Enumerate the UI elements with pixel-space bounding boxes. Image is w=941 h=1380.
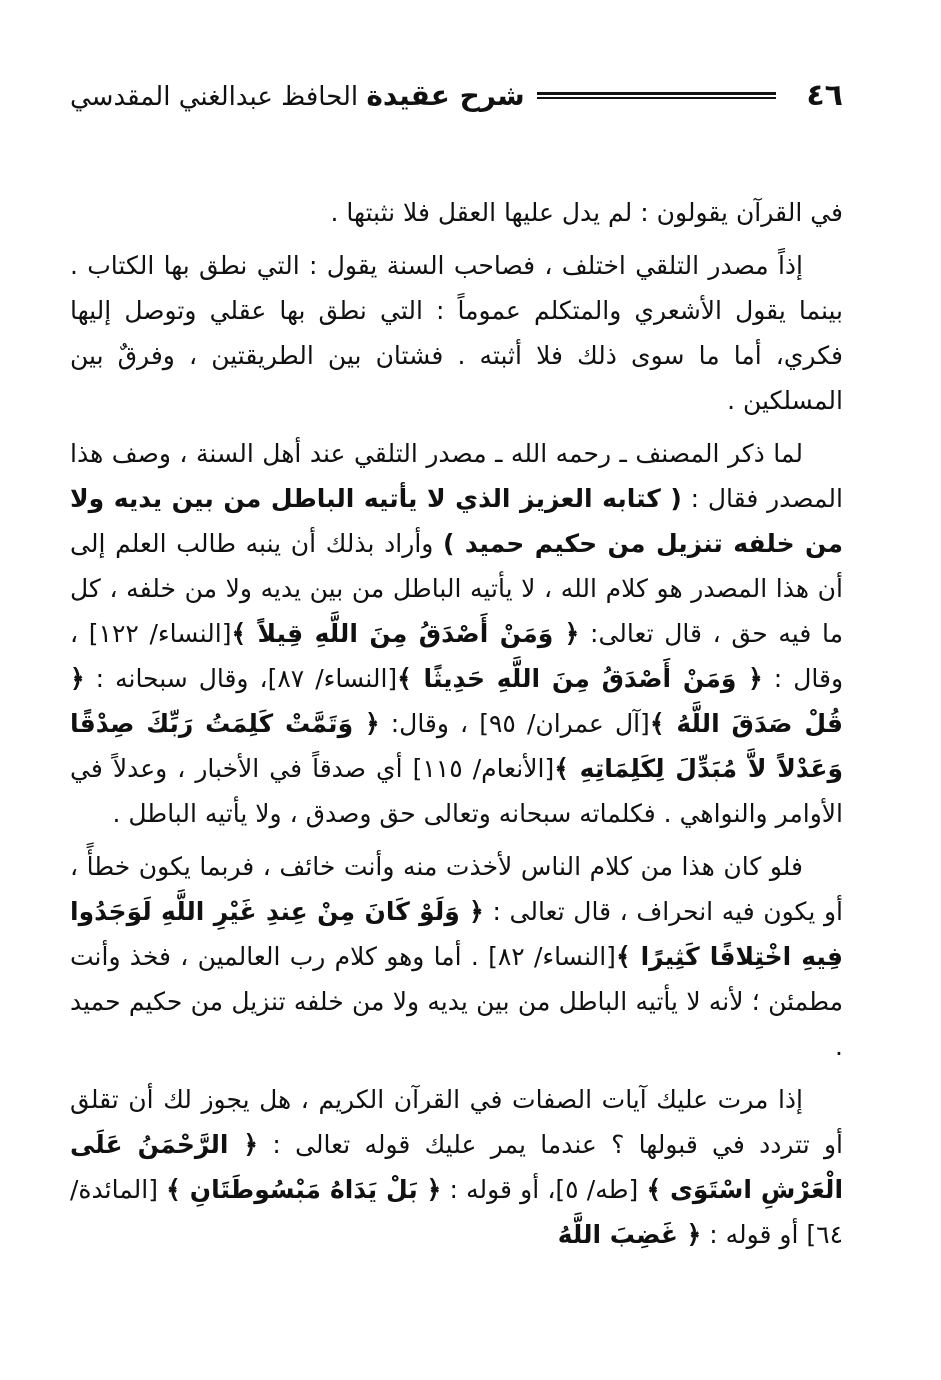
quran-verse: ﴿ غَضِبَ اللَّهُ <box>557 1220 702 1249</box>
text-segment: [طه/ ٥]، أو قوله : <box>441 1175 647 1204</box>
body-text <box>70 190 843 1257</box>
paragraph <box>70 844 843 1069</box>
quran-verse: ﴿ وَلَوْ كَانَ مِنْ عِندِ غَيْرِ اللَّهِ لَوَجَدُوا فِيهِ اخْتِلافًا كَثِيرًا ﴾ <box>70 897 843 971</box>
running-title-bold: شرح عقيدة <box>366 78 525 112</box>
page-header <box>70 70 843 120</box>
quran-verse: ﴿ وَمَنْ أَصْدَقُ مِنَ اللَّهِ حَدِيثًا ﴾ <box>397 664 763 693</box>
quran-verse: ﴿ وَتَمَّتْ كَلِمَتُ رَبِّكَ صِدْقًا وَعَدْلاً لاَّ مُبَدِّلَ لِكَلِمَاتِهِ ﴾ <box>70 709 843 783</box>
quran-verse: ﴿ وَمَنْ أَصْدَقُ مِنَ اللَّهِ قِيلاً ﴾ <box>231 619 580 648</box>
paragraph <box>70 431 843 836</box>
quran-verse: ﴿ بَلْ يَدَاهُ مَبْسُوطَتَانِ ﴾ <box>166 1175 442 1204</box>
text-segment: [النساء/ ٨٢] . أما وهو كلام رب العالمين ، فخذ وأنت مطمئن ؛ لأنه لا يأتيه الباطل من بين يديه ولا من خلفه تنزيل من حكيم حميد . <box>70 942 843 1061</box>
paragraph <box>70 1077 843 1257</box>
paragraph <box>70 243 843 423</box>
text-segment: [النساء/ ٨٧]، وقال سبحانه : <box>84 664 398 693</box>
text-segment: [النساء/ ١٢٢] ، وقال : <box>70 619 844 693</box>
quoted-text: ( كتابه العزيز الذي لا يأتيه الباطل من بين يديه ولا من خلفه تنزيل من حكيم حميد ) <box>70 484 843 558</box>
quran-verse: ﴿ قُلْ صَدَقَ اللَّهُ ﴾ <box>70 664 843 738</box>
running-title-rest: الحافظ عبدالغني المقدسي <box>70 81 359 112</box>
text-segment: [المائدة/ ٦٤] أو قوله : <box>70 1175 843 1249</box>
text-segment: في القرآن يقولون : لم يدل عليها العقل فلا نثبتها . <box>330 198 843 227</box>
header-double-rule <box>537 92 777 99</box>
quran-verse: ﴿ الرَّحْمَنُ عَلَى الْعَرْشِ اسْتَوَى ﴾ <box>70 1130 844 1204</box>
text-segment: إذا مرت عليك آيات الصفات في القرآن الكريم ، هل يجوز لك أن تقلق أو تتردد في قبولها ؟ عندما يمر عليك قوله تعالى : <box>70 1085 843 1159</box>
page-number: ٤٦ <box>806 77 843 113</box>
running-title <box>70 79 525 112</box>
text-segment: [الأنعام/ ١١٥] أي صدقاً في الأخبار ، وعدلاً في الأوامر والنواهي . فكلماته سبحانه وتعالى حق وصدق ، ولا يأتيه الباطل . <box>70 754 843 828</box>
text-segment: [آل عمران/ ٩٥] ، وقال: <box>379 709 650 738</box>
paragraph <box>70 190 843 235</box>
text-segment: إذاً مصدر التلقي اختلف ، فصاحب السنة يقول : التي نطق بها الكتاب . بينما يقول الأشعري والمتكلم عموماً : التي نطق بها عقلي وتوصل إليها فكري، أما ما سوى ذلك فلا أثبته . فشتان بين الطريقتين ، وفرقٌ بين المسلكين . <box>70 251 843 415</box>
text-segment: وأراد بذلك أن ينبه طالب العلم إلى أن هذا المصدر هو كلام الله ، لا يأتيه الباطل من بين يديه ولا من خلفه ، كل ما فيه حق ، قال تعالى: <box>70 529 843 648</box>
text-segment: فلو كان هذا من كلام الناس لأخذت منه وأنت خائف ، فربما يكون خطأً ، أو يكون فيه انحراف ، قال تعالى : <box>70 852 843 926</box>
text-segment: لما ذكر المصنف ـ رحمه الله ـ مصدر التلقي عند أهل السنة ، وصف هذا المصدر فقال : <box>70 439 843 513</box>
